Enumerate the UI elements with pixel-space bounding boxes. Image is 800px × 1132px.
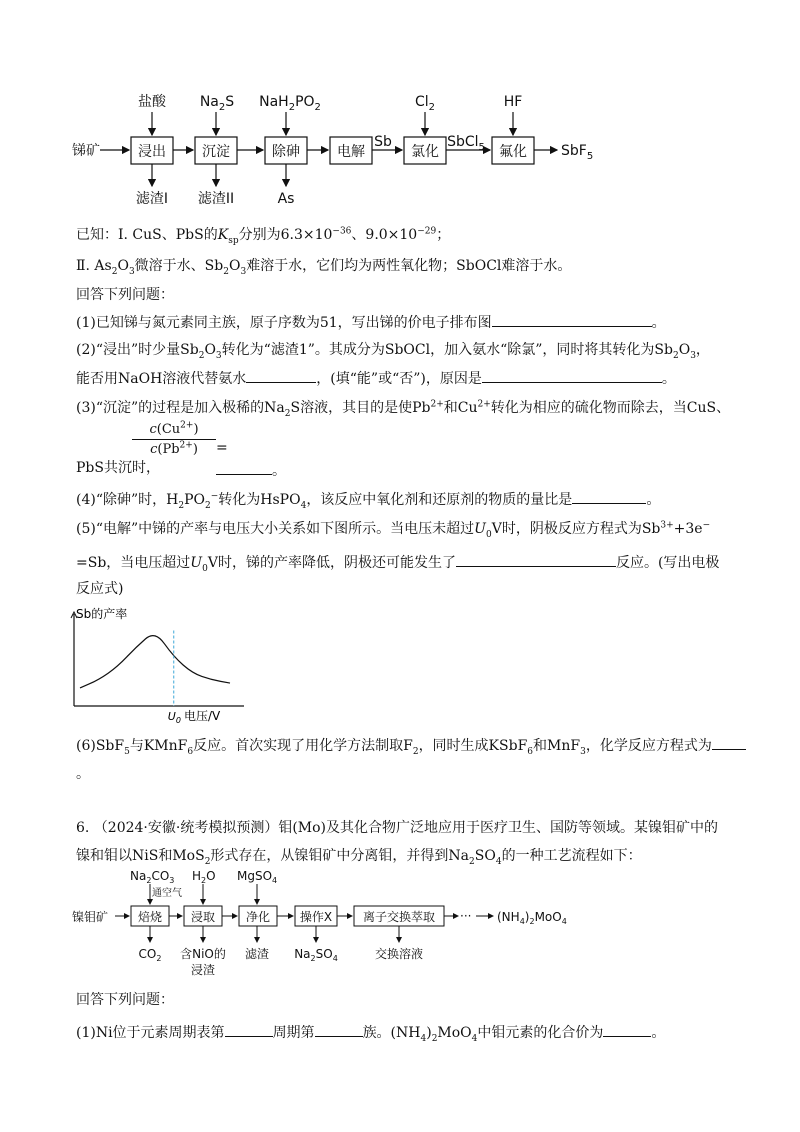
question-3-line1: (3)“沉淀”的过程是加入极稀的$Na_2S$溶液，其目的是使$Pb^{2+}$和$Cu^{2+}$转化为相应的硫化物而除去，当CuS、 [76,399,731,419]
svg-text:焙烧: 焙烧 [137,910,163,924]
svg-text:Na2SO4: $Na_2SO_4$ [294,947,338,963]
svg-text:Cl2: $Cl_2$ [414,94,436,113]
svg-text:氟化: 氟化 [499,144,527,160]
svg-text:浸出: 浸出 [138,144,166,160]
question-3-eq: = [216,440,228,456]
svg-text:盐酸: 盐酸 [138,94,166,110]
u0-tick-label: $U_0$ [167,710,181,725]
question-3-answer: 。 [216,460,286,481]
answer-blank[interactable] [482,368,662,383]
svg-text:Sb: Sb [374,134,392,150]
svg-text:滤渣: 滤渣 [244,947,270,961]
yield-curve [80,636,230,688]
answer-blank[interactable] [572,489,646,504]
svg-text:HF: HF [503,94,523,110]
svg-text:Na2S: $Na_2S$ [199,94,235,113]
problem-6-line2: 镍和钼以NiS和MoS$_2$形式存在，从镍钼矿中分离钼，并得到$Na_2SO_4$的一种工艺流程如下： [76,848,642,867]
intro-text-2: 回答下列问题： [76,992,174,1008]
svg-text:浸渣: 浸渣 [190,963,216,977]
answer-blank[interactable] [216,460,272,475]
svg-text:Na2CO3: $Na_2CO_3$ [130,869,175,885]
svg-text:镍钼矿: 镍钼矿 [72,910,109,924]
svg-text:···: ··· [460,909,472,923]
answer-blank[interactable] [456,552,616,567]
question-1: (1)已知锑与氮元素同主族，原子序数为51，写出锑的价电子排布图 。 [76,312,666,333]
svg-text:沉淀: 沉淀 [202,144,230,160]
feed-label: 锑矿 [72,143,100,159]
svg-text:As: As [277,191,295,207]
yield-voltage-chart [62,606,262,726]
svg-text:电解: 电解 [337,144,365,160]
answer-blank[interactable] [225,1022,273,1037]
svg-text:SbF5: SbF$_5$ [561,143,594,162]
process-flow-2 [0,868,800,988]
svg-text:离子交换萃取: 离子交换萃取 [362,910,436,924]
svg-text:含NiO的: 含NiO的 [180,947,226,961]
answer-blank[interactable] [315,1022,363,1037]
svg-text:氯化: 氯化 [411,144,439,160]
svg-text:(NH4)2MoO4: $(NH_4)_2MoO_4$ [497,910,567,926]
y-axis-label: Sb的产率 [76,607,128,621]
question-2-line2: 能否用NaOH溶液代替氨水 ，(填“能”或“否”)，原因是 。 [76,368,676,389]
problem-6-line1: 6. （2024·安徽·统考模拟预测）钼(Mo)及其化合物广泛地应用于医疗卫生、国防等领域。某镍钼矿中的 [76,820,719,836]
svg-text:除砷: 除砷 [272,144,300,160]
known-2: Ⅱ. $As_2O_3$微溶于水、$Sb_2O_3$难溶于水，它们均为两性氧化物；SbOCl难溶于水。 [76,258,572,277]
question-2-line1: (2)“浸出”时少量$Sb_2O_3$转化为“滤渣1”。其成分为SbOCl，加入氨水“除氯”，同时将其转化为$Sb_2O_3$， [76,342,710,361]
answer-blank[interactable] [246,368,316,383]
svg-text:MgSO4: MgSO$_4$ [237,869,278,885]
concentration-ratio: $\frac{c(Cu^{2+})}{c(Pb^{2+})}$ [132,422,216,457]
svg-text:CO2: $CO_2$ [138,947,162,963]
svg-text:净化: 净化 [245,910,271,924]
question-6-line2: 。 [76,766,90,782]
x-axis-label: 电压/V [184,709,221,723]
svg-text:滤渣II: 滤渣II [197,191,235,207]
question-4: (4)“除砷”时，$H_2PO_2^-$转化为HsPO$_4$，该反应中氧化剂和还原剂的物质的量比是 。 [76,489,660,510]
question-5-line1: (5)“电解”中锑的产率与电压大小关系如下图所示。当电压未超过$U_0V$时，阴极反应方程式为$Sb^{3+}+3e^-$ [76,520,711,540]
svg-text:交换溶液: 交换溶液 [374,947,424,961]
answer-blank[interactable] [712,735,746,750]
svg-text:滤渣I: 滤渣I [135,191,169,207]
intro-text: 回答下列问题： [76,287,174,303]
svg-text:H2O: $H_2O$ [192,869,216,885]
svg-text:通空气: 通空气 [152,888,182,899]
question-5-line2: =Sb，当电压超过$U_0V$时，锑的产率降低，阴极还可能发生了 反应。(写出电极 [76,552,719,573]
question-6-line1: (6)SbF$_5$与KMnF$_6$反应。首次实现了用化学方法制取$F_2$，同时生成KSbF$_6$和MnF$_3$，化学反应方程式为 [76,735,746,756]
svg-text:NaH2PO2: $NaH_2PO_2$ [259,94,321,113]
answer-blank[interactable] [603,1022,651,1037]
question-7: (1)Ni位于元素周期表第 周期第 族。$(NH_4)_2MoO_4$中钼元素的化合价为 。 [76,1022,665,1043]
process-flow-1 [0,0,800,215]
svg-text:SbCl5: SbCl$_5$ [447,134,485,153]
known-1: 已知：Ⅰ. CuS、PbS的$K_{sp}$分别为$6.3\times 10^{-36}$、$9.0\times 10^{-29}$； [76,226,451,246]
question-3-line2: PbS共沉时， [76,460,160,476]
question-5-line3: 反应式) [76,581,124,597]
svg-text:浸取: 浸取 [190,910,216,924]
svg-text:操作X: 操作X [299,910,333,924]
